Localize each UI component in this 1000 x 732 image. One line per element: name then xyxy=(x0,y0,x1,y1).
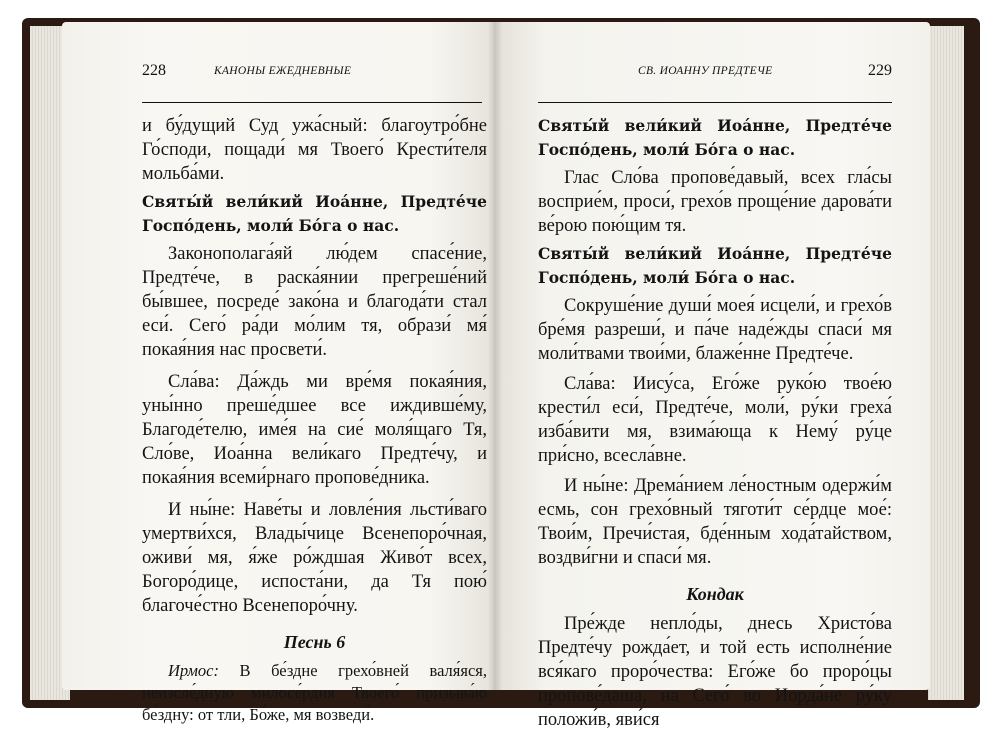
ode-heading: Песнь 6 xyxy=(283,632,346,652)
left-refrain-1: Святы́й вели́кий Иоа́нне, Предте́че Госпо́день, моли́ Бо́га о нас. xyxy=(142,192,487,235)
right-paragraph-1: Глас Сло́ва пропове́давый, всех гла́сы восприе́м, проси́, грехо́в проще́ние дарова́ти ве́рою пою́щим тя. xyxy=(538,168,892,236)
right-page-text xyxy=(538,114,892,732)
left-header-rule xyxy=(142,102,482,103)
right-header-rule xyxy=(538,102,892,103)
irmos-label: Ирмос: xyxy=(168,661,219,680)
page-edges-right xyxy=(928,26,964,700)
irmos-text: В бе́здне грехо́вней валя́яся, неизсле́дную милосе́рдия Твоего́ призыва́ю бе́здну: от тли, Бо́же, мя возведи́. xyxy=(142,661,487,724)
irmos-paragraph xyxy=(142,660,487,726)
left-running-title: КАНОНЫ ЕЖЕДНЕВНЫЕ xyxy=(214,65,352,77)
left-paragraph-now: И ны́не: Наве́ты и ловле́ния льсти́ваго умертви́хся, Влады́чице Всенепоро́чная, оживи́ мя, я́же ро́ждшая Живо́т всех, Богоро́дице, испоста́ни, да Тя пою́ благоче́стно Всенепоро́чну. xyxy=(142,500,487,616)
kontakion-heading: Кондак xyxy=(686,584,744,604)
left-paragraph-glory: Сла́ва: Да́ждь ми вре́мя покая́ния, уны́нно преше́дшее все иждивше́му, Благоде́телю, име́я на сие́ моля́щаго Тя, Сло́ве, Иоа́нна вели́каго Предте́чу, и покая́ния всеми́рнаго пропове́дника. xyxy=(142,372,487,488)
right-refrain-1: Святы́й вели́кий Иоа́нне, Предте́че Госпо́день, моли́ Бо́га о нас. xyxy=(538,116,892,159)
right-page xyxy=(494,22,930,730)
right-paragraph-glory: Сла́ва: Иису́са, Его́же руко́ю твое́ю крести́л еси́, Предте́че, моли́, ру́ки греха́ изба́вити мя, взима́юща к Нему́ ру́це при́сно, всесла́вне. xyxy=(538,374,892,466)
book-spine xyxy=(488,22,502,690)
right-page-number: 229 xyxy=(868,62,892,79)
left-page-number: 228 xyxy=(142,62,166,79)
left-page-header xyxy=(142,62,482,82)
left-page xyxy=(62,22,494,724)
left-page-text xyxy=(142,114,487,726)
right-paragraph-2: Сокруше́ние души́ моея́ исцели́, и грехо́в бре́мя разреши́, и па́че наде́жды спаси́ мя моли́твами твои́ми, блаже́нне Предте́че. xyxy=(538,296,892,364)
right-running-title: СВ. ИОАННУ ПРЕДТЕЧЕ xyxy=(638,65,773,77)
right-refrain-2: Святы́й вели́кий Иоа́нне, Предте́че Госпо́день, моли́ Бо́га о нас. xyxy=(538,244,892,287)
left-paragraph-1: и бу́дущий Суд ужа́сный: благоутро́бне Го́споди, пощади́ мя Твоего́ Крести́теля мольба́ми. xyxy=(142,116,487,184)
kontakion-text: Пре́жде непло́ды, днесь Христо́ва Предте́чу рожда́ет, и той есть исполне́ние вся́каго проро́чества: Его́же бо проро́цы пропове́даша, на Сего́ во Иорда́не ру́ку положи́в, яви́ся xyxy=(538,614,892,730)
right-paragraph-now: И ны́не: Дрема́нием ле́ностным одержи́м есмь, сон грехо́вный тяготи́т се́рдце мое́: Твои́м, Пречи́стая, бде́нным хода́тайством, воздви́гни и спаси́ мя. xyxy=(538,476,892,568)
right-page-header xyxy=(546,62,892,82)
left-paragraph-2: Законополага́яй лю́дем спасе́ние, Предте́че, в раска́янии прегреше́ний бы́вшее, посреде́ зако́на и благода́ти стал еси́. Сего́ ра́ди мо́лим тя, образи́ мя́ покая́ния нас просвети́. xyxy=(142,244,487,360)
